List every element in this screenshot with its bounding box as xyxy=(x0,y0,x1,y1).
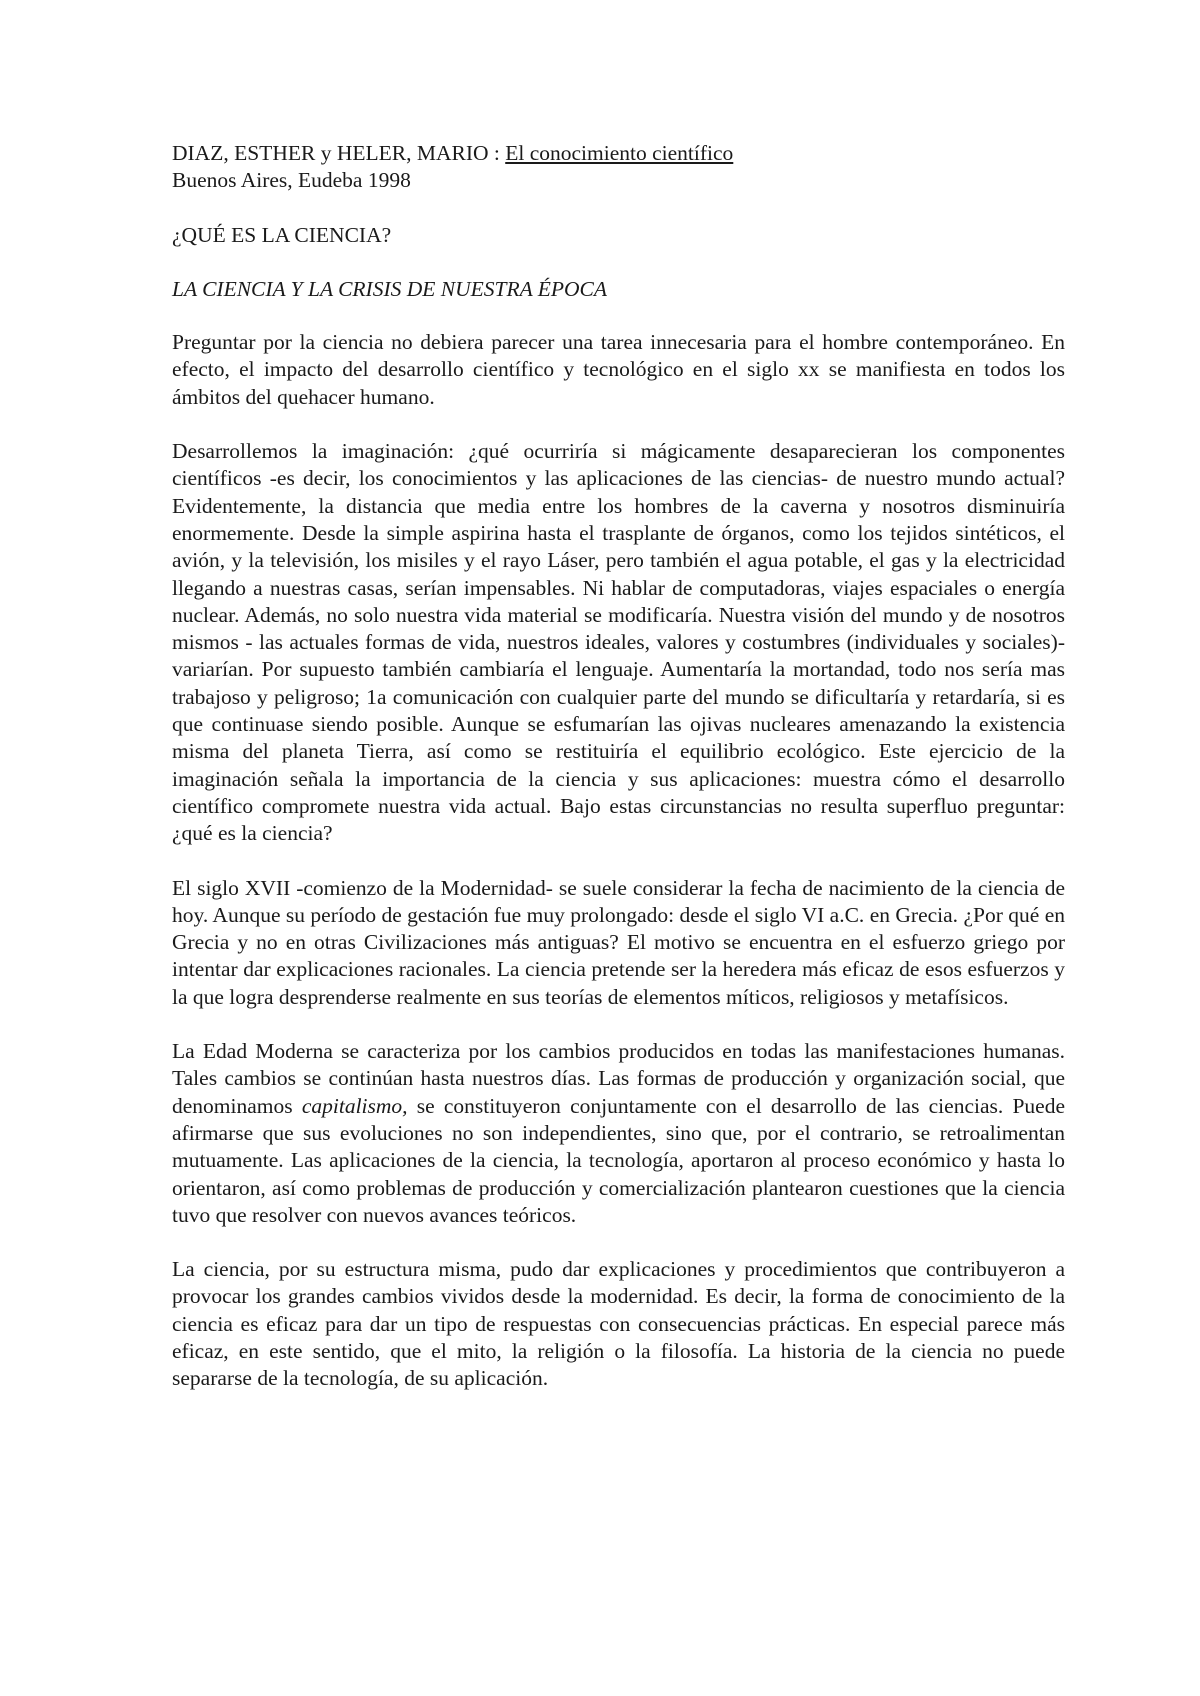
section-title: ¿QUÉ ES LA CIENCIA? xyxy=(172,222,392,247)
paragraph-4-emphasis: capitalismo, xyxy=(301,1093,408,1118)
citation-publisher: Buenos Aires, Eudeba 1998 xyxy=(172,168,411,193)
paragraph-4-end: se constituyeron conjuntamente con el desarrollo de las ciencias. Puede afirmarse que sus evoluciones no son independientes, sino que, por el contrario, se retroalimentan mutuamente. Las aplicaciones de la ciencia, la tecnología, aportaron al proceso económico y hasta lo orientaron, así como problemas de producción y comercialización plantearon cuestiones que la ciencia tuvo que resolver con nuevos avances teóricos. xyxy=(172,1093,1065,1227)
citation-line xyxy=(172,140,1065,167)
citation-book-title: El conocimiento científico xyxy=(505,141,734,165)
paragraph-4 xyxy=(172,1038,1065,1229)
paragraph-5: La ciencia, por su estructura misma, pudo dar explicaciones y procedimientos que contribuyeron a provocar los grandes cambios vividos desde la modernidad. Es decir, la forma de conocimiento de la ciencia es eficaz para dar un tipo de respuestas con consecuencias prácticas. En especial parece más eficaz, en este sentido, que el mito, la religión o la filosofía. La historia de la ciencia no puede separarse de la tecnología, de su aplicación. xyxy=(172,1257,1065,1391)
document-page xyxy=(172,140,1065,1393)
paragraph-1: Preguntar por la ciencia no debiera parecer una tarea innecesaria para el hombre contemporáneo. En efecto, el impacto del desarrollo científico y tecnológico en el siglo xx se manifiesta en todos los ámbitos del quehacer humano. xyxy=(172,330,1065,409)
paragraph-2: Desarrollemos la imaginación: ¿qué ocurriría si mágicamente desaparecieran los componentes científicos -es decir, los conocimientos y las aplicaciones de las ciencias- de nuestro mundo actual? Evidentemente, la distancia que media entre los hombres de la caverna y nosotros disminuiría enormemente. Desde la simple aspirina hasta el trasplante de órganos, como los tejidos sintéticos, el avión, y la televisión, los misiles y el rayo Láser, pero también el agua potable, el gas y la electricidad llegando a nuestras casas, serían impensables. Ni hablar de computadoras, viajes espaciales o energía nuclear. Además, no solo nuestra vida material se modificaría. Nuestra visión del mundo y de nosotros mismos - las actuales formas de vida, nuestros ideales, valores y costumbres (individuales y sociales)- variarían. Por supuesto también cambiaría el lenguaje. Aumentaría la mortandad, todo nos sería mas trabajoso y peligroso; 1a comunicación con cualquier parte del mundo se dificultaría y retardaría, si es que continuase siendo posible. Aunque se esfumarían las ojivas nucleares amenazando la existencia misma del planeta Tierra, así como se restituiría el equilibrio ecológico. Este ejercicio de la imaginación señala la importancia de la ciencia y sus aplicaciones: muestra cómo el desarrollo científico compromete nuestra vida actual. Bajo estas circunstancias no resulta superfluo preguntar: ¿qué es la ciencia? xyxy=(172,439,1065,846)
paragraph-3: El siglo XVII -comienzo de la Modernidad- se suele considerar la fecha de nacimiento de la ciencia de hoy. Aunque su período de gestación fue muy prolongado: desde el siglo VI a.C. en Grecia. ¿Por qué en Grecia y no en otras Civilizaciones más antiguas? El motivo se encuentra en el esfuerzo griego por intentar dar explicaciones racionales. La ciencia pretende ser la heredera más eficaz de esos esfuerzos y la que logra desprenderse realmente en sus teorías de elementos míticos, religiosos y metafísicos. xyxy=(172,875,1065,1009)
paragraph-4-start: La Edad Moderna se caracteriza por los cambios producidos en todas las manifestaciones humanas. Tales cambios se continúan hasta nuestros días. Las formas de producción y organización social, que denominamos xyxy=(172,1039,1065,1118)
citation-authors: DIAZ, ESTHER y HELER, MARIO : xyxy=(172,141,500,165)
subsection-title: LA CIENCIA Y LA CRISIS DE NUESTRA ÉPOCA xyxy=(172,276,608,301)
